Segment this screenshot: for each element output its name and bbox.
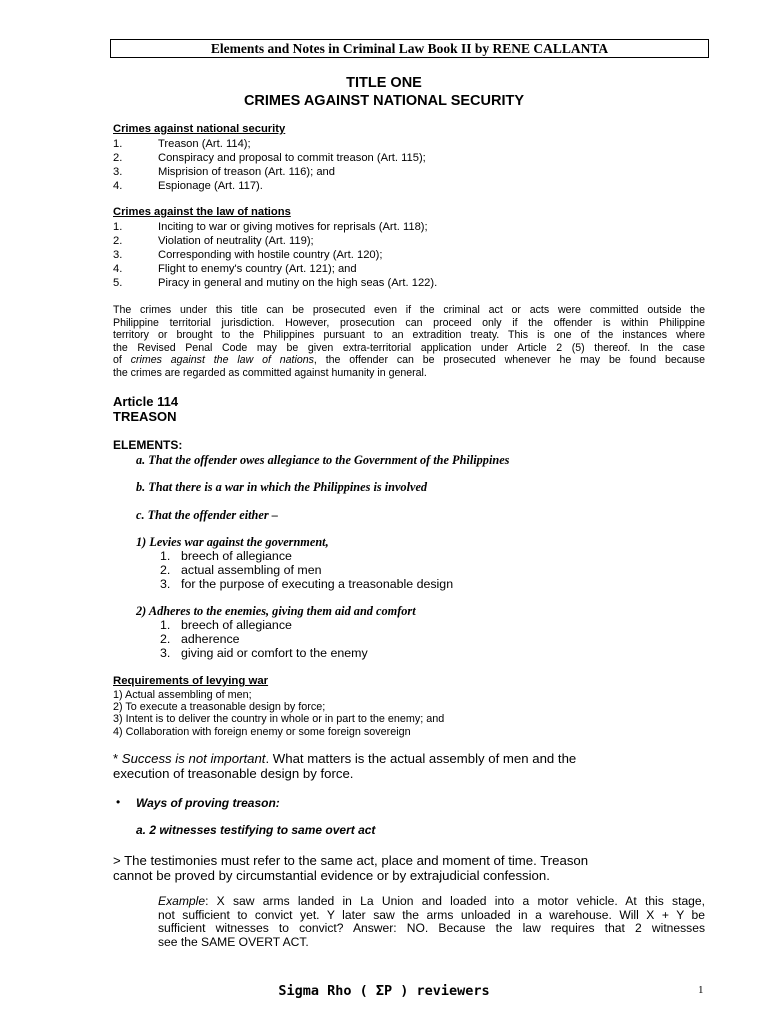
page-number: 1 <box>698 984 704 996</box>
footer-reviewers: Sigma Rho ( ΣP ) reviewers <box>278 983 490 999</box>
adheres-heading: 2) Adheres to the enemies, giving them aid and comfort <box>136 604 416 618</box>
list-item: 1. breech of allegiance <box>160 549 292 563</box>
success-note-line2: execution of treasonable design by force. <box>113 766 354 781</box>
list-item: 3) Intent is to deliver the country in whole or in part to the enemy; and <box>113 713 445 725</box>
running-header: Elements and Notes in Criminal Law Book II by RENE CALLANTA <box>110 39 709 58</box>
success-note-line1: * Success is not important. What matters is the actual assembly of men and the <box>113 751 577 766</box>
list-item: 1. breech of allegiance <box>160 618 292 632</box>
testimony-line2: cannot be proved by circumstantial evidence or by extrajudicial confession. <box>113 868 550 883</box>
list-item: 4) Collaboration with foreign enemy or some foreign sovereign <box>113 726 411 738</box>
intro-paragraph: The crimes under this title can be prosecuted even if the criminal act or acts were committed outside the Philippine territorial jurisdiction. However, prosecution can proceed only if the offender is within Philippine territory or brought to the Philippines pursuant to an extradition treaty. This is one of the instances where the Revised Penal Code may be given extra-territorial application under Article 2 (5) thereof. In the case of crimes against the law of nations, the offender can be prosecuted whenever he may be found because the crimes are regarded as committed against humanity in general. <box>113 304 705 379</box>
list-item: 3. giving aid or comfort to the enemy <box>160 646 368 660</box>
element-a: a. That the offender owes allegiance to the Government of the Philippines <box>136 453 510 467</box>
section-heading-national-security: Crimes against national security <box>113 123 286 135</box>
article-title: TREASON <box>113 409 177 424</box>
list-item: 2) To execute a treasonable design by force; <box>113 701 326 713</box>
ways-heading: Ways of proving treason: <box>136 796 280 810</box>
article-number: Article 114 <box>113 394 179 409</box>
way-a: a. 2 witnesses testifying to same overt act <box>136 823 376 837</box>
bullet-icon: • <box>116 795 121 809</box>
list-item: 2. actual assembling of men <box>160 563 322 577</box>
testimony-line1: > The testimonies must refer to the same act, place and moment of time. Treason <box>113 853 589 868</box>
element-c: c. That the offender either – <box>136 508 278 522</box>
list-item: 1) Actual assembling of men; <box>113 689 252 701</box>
requirements-heading: Requirements of levying war <box>113 675 269 687</box>
title-crimes-national-security: CRIMES AGAINST NATIONAL SECURITY <box>243 93 525 109</box>
levies-heading: 1) Levies war against the government, <box>136 535 329 549</box>
section-heading-law-of-nations: Crimes against the law of nations <box>113 206 291 218</box>
elements-label: ELEMENTS: <box>113 438 183 452</box>
list-item: 2. adherence <box>160 632 240 646</box>
element-b: b. That there is a war in which the Philippines is involved <box>136 480 428 494</box>
example-paragraph: Example: X saw arms landed in La Union and loaded into a motor vehicle. At this stage, not sufficient to convict yet. Y later saw the arms unloaded in a warehouse. Will X + Y be sufficient witnesses to convict? Answer: NO. Because the law requires that 2 witnesses see the SAME OVERT ACT. <box>158 894 705 949</box>
list-item: 3. for the purpose of executing a treasonable design <box>160 577 454 591</box>
title-one: TITLE ONE <box>346 75 422 91</box>
